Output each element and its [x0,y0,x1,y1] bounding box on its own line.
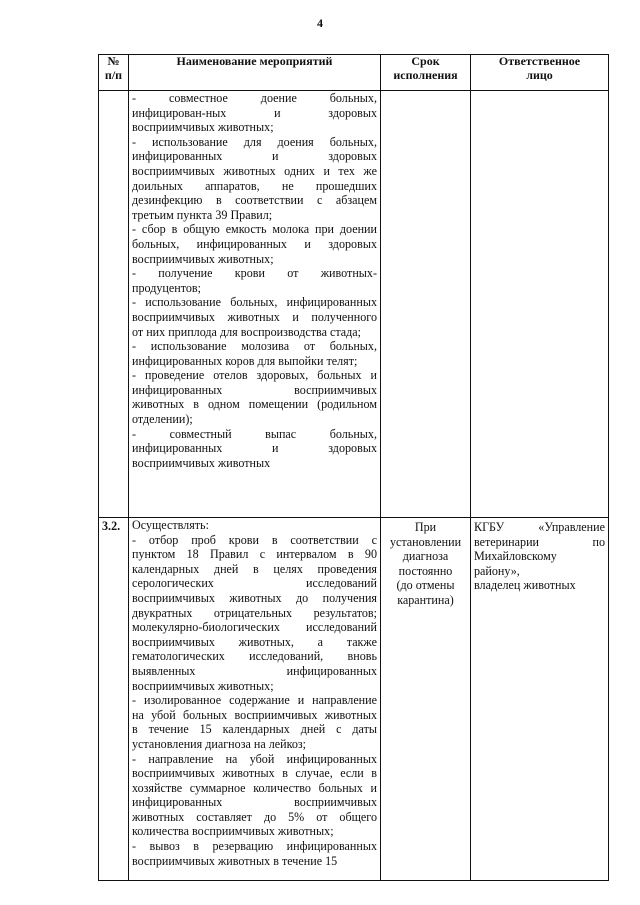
row-3-2-measures [129,518,381,881]
measure-line: инфицированных восприимчивых [132,795,377,810]
measure-line: серологических исследований [132,576,377,591]
header-responsible-line: Ответственное [498,54,581,68]
measure-line: инфицированных и здоровых [132,441,377,456]
measure-line: пунктом 18 Правил с интервалом в 90 [132,547,377,562]
measure-line: восприимчивых животных и полученного [132,309,377,324]
measure-line: установления диагноза на лейкоз; [132,736,307,751]
measure-line: в течение 15 календарных дней с даты [132,722,377,737]
measure-line: восприимчивых животных; [132,678,274,693]
responsible-text [471,518,608,593]
row-continued-responsible [471,91,609,518]
measure-line: восприимчивых животных до получения [132,590,377,605]
row-number: 3.2. [102,519,121,533]
measure-line: дезинфекцию в соответствии с абзацем [132,193,377,208]
measure-line: восприимчивых животных; [132,120,274,135]
measure-line: - отбор проб крови в соответствии с [132,532,377,547]
measure-line: - совместное доение больных, [132,91,377,105]
measure-line: инфицированных коров для выпойки телят; [132,353,358,368]
measure-line: - использование больных, инфицированных [132,295,377,310]
table-row-continued [99,91,609,518]
row-3-2-number [99,518,129,881]
measure-line: восприимчивых животных в случае, если в [132,766,377,781]
responsible-line: Михайловскому [474,549,557,564]
measure-line: - вывоз в резервацию инфицированных [132,839,377,854]
deadline-line: постоянно [398,563,453,578]
measures-table [98,54,609,881]
measure-line: на убой больных восприимчивых животных [132,707,377,722]
deadline-line: установлении [389,534,462,549]
measure-line: доильных аппаратов, не прошедших [132,178,377,193]
measure-line: - совместный выпас больных, [132,426,377,441]
measure-line: гематологических исследований, вновь [132,649,377,664]
measure-line: отделении); [132,412,193,427]
measure-line: восприимчивых животных [132,455,271,470]
header-responsible-line: лицо [526,67,553,82]
measure-line: - использование молозива от больных, [132,339,377,354]
measure-line: календарных дней в целях проведения [132,561,377,576]
measure-line: - направление на убой инфицированных [132,751,377,766]
row-continued-deadline [381,91,471,518]
responsible-line: владелец животных [474,578,576,593]
deadline-line: (до отмены [396,578,455,593]
measure-line: инфицирован-ных и здоровых [132,105,377,120]
measure-line: молекулярно-биологических исследований [132,620,377,635]
measure-line: инфицированных восприимчивых [132,382,377,397]
measure-line: восприимчивых животных в течение 15 [132,853,338,868]
page-number: 4 [317,16,323,30]
measure-line: животных в одном помещении (родильном [132,397,377,412]
header-number [99,55,129,91]
measure-line: количества восприимчивых животных; [132,824,334,839]
measures-text [129,518,380,868]
deadline-line: При [414,520,437,534]
measure-line: восприимчивых животных; [132,251,274,266]
header-number-line: п/п [104,67,123,82]
measure-line: - использование для доения больных, [132,134,377,149]
row-3-2-deadline [381,518,471,881]
header-number-line: № [107,54,120,68]
measures-text [129,91,380,470]
measure-line: выявленных инфицированных [132,663,377,678]
responsible-line: ветеринарии по [474,534,605,549]
table-header-row [99,55,609,91]
deadline-line: карантина) [397,592,454,607]
measure-line: от них приплода для воспроизводства стада; [132,324,362,339]
header-deadline [381,55,471,91]
measure-line: животных составляет до 5% от общего [132,809,377,824]
deadline-text [381,518,470,608]
measure-line: - получение крови от животных- [132,266,377,281]
measure-line: - изолированное содержание и направление [132,693,377,708]
header-deadline-line: Срок [411,54,440,68]
measure-line: восприимчивых животных, а также [132,634,377,649]
measure-line: восприимчивых животных одних и тех же [132,163,377,178]
row-3-2-responsible [471,518,609,881]
measure-line: продуцентов; [132,280,201,295]
measure-line: Осуществлять: [132,518,209,532]
measure-line: третьим пункта 39 Правил; [132,207,273,222]
measure-line: двукратных отрицательных результатов; [132,605,377,620]
responsible-line: КГБУ «Управление [474,520,605,534]
header-name: Наименование мероприятий [129,55,381,91]
measure-line: больных, инфицированных и здоровых [132,236,377,251]
header-deadline-line: исполнения [393,67,458,82]
deadline-line: диагноза [402,549,449,564]
measure-line: - сбор в общую емкость молока при доении [132,222,377,237]
measure-line: хозяйстве суммарное количество больных и [132,780,377,795]
responsible-line: району», [474,563,520,578]
row-continued-measures [129,91,381,518]
row-continued-number [99,91,129,518]
table-row-3-2 [99,518,609,881]
header-responsible [471,55,609,91]
measure-line: - проведение отелов здоровых, больных и [132,368,377,383]
measure-line: инфицированных и здоровых [132,149,377,164]
